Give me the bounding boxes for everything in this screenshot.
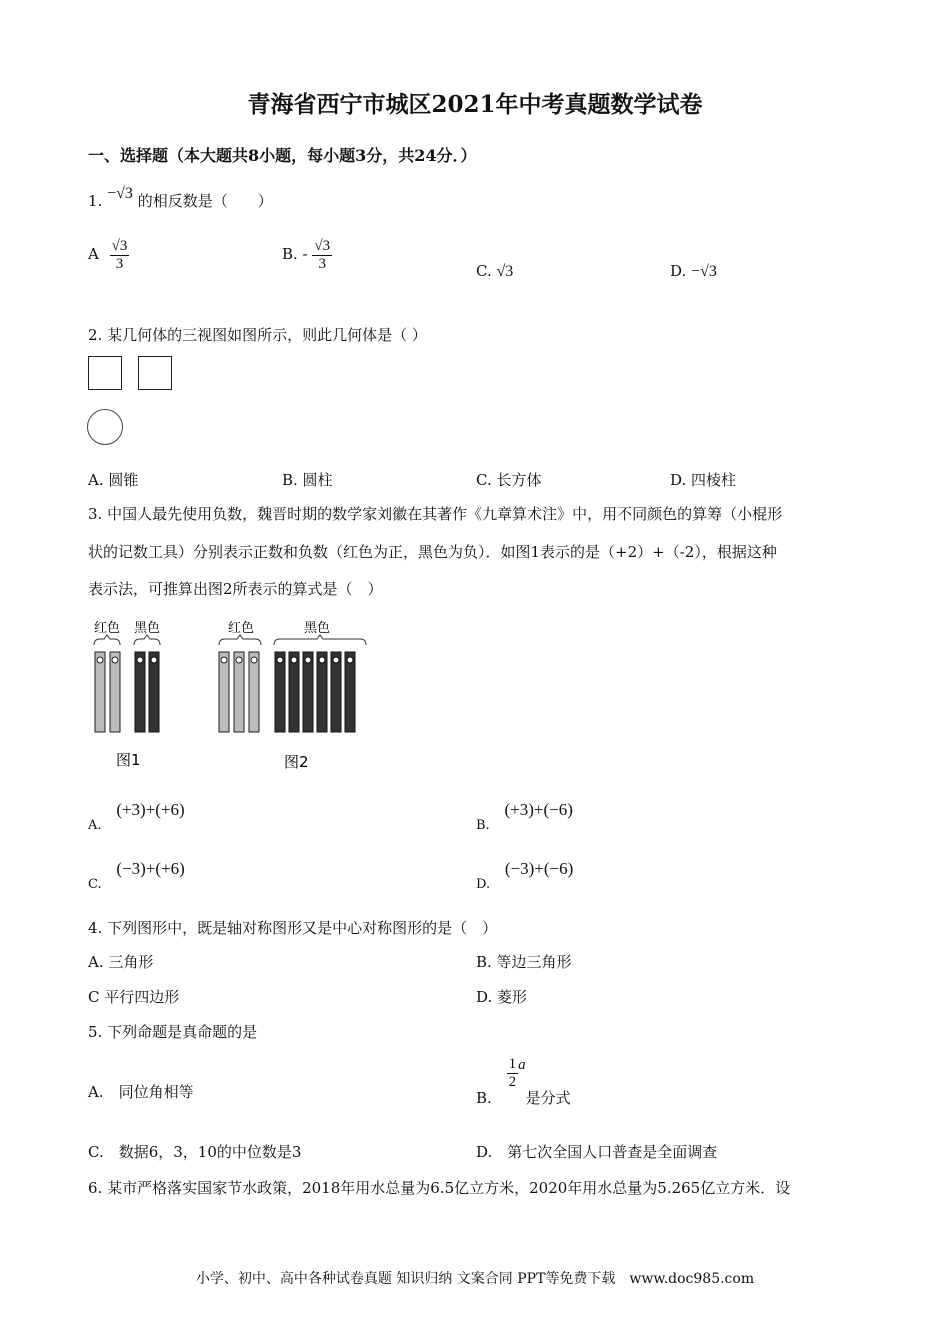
fig2-black-label: 黑色: [304, 621, 331, 636]
q1-option-b: [282, 238, 332, 272]
q2-option-d: D. 四棱柱: [670, 471, 737, 489]
option-label: A.: [88, 818, 102, 833]
denominator: 2: [508, 1073, 517, 1090]
question-stem: 的相反数是（ ）: [137, 192, 273, 210]
question-3-line-1: 3. 中国人最先使用负数，魏晋时期的数学家刘徽在其著作《九章算术注》中，用不同颜色的算筹（小棍形: [88, 505, 783, 523]
q5-option-a: A. 同位角相等: [88, 1083, 194, 1101]
fig1-caption: 图1: [116, 751, 141, 769]
math-expression: −√3: [107, 185, 133, 202]
fig1-black-label: 黑色: [134, 621, 161, 636]
question-1: [88, 185, 273, 211]
section-heading: 一、选择题（本大题共8小题，每小题3分，共24分．）: [88, 146, 477, 165]
q4-option-d: D. 菱形: [476, 988, 528, 1006]
math-expression: (−3)+(−6): [504, 859, 574, 878]
q5-option-d: D. 第七次全国人口普查是全面调查: [476, 1143, 718, 1161]
q5-option-b: [476, 1056, 571, 1107]
fig2-black-rod-4: [317, 652, 327, 732]
option-label: B.: [476, 1089, 492, 1107]
question-number: 1.: [88, 192, 103, 210]
fig2-caption: 图2: [284, 753, 309, 771]
q1-option-a: [88, 238, 129, 272]
fraction: [110, 238, 130, 272]
fig2-black-brace: [274, 635, 366, 645]
math-expression: −√3: [691, 263, 717, 280]
fig1-red-rod-1: [95, 652, 105, 732]
fig1-red-rod-2: [110, 652, 120, 732]
numerator: √3: [111, 238, 128, 254]
question-4-stem: 4. 下列图形中，既是轴对称图形又是中心对称图形的是（ ）: [88, 919, 498, 937]
variable: a: [518, 1057, 526, 1073]
q5-option-c: C. 数据6，3，10的中位数是3: [88, 1143, 302, 1161]
fig2-black-rod-5: [331, 652, 341, 732]
numerator: √3: [314, 238, 331, 254]
denominator: 3: [115, 255, 124, 272]
q3-option-a: [88, 800, 185, 833]
fig1-red-label: 红色: [94, 621, 121, 636]
q4-option-a: A. 三角形: [88, 953, 154, 971]
math-expression: (−3)+(+6): [116, 859, 185, 878]
q4-option-b: B. 等边三角形: [476, 953, 572, 971]
denominator: 3: [318, 255, 327, 272]
option-label: D.: [670, 262, 687, 280]
option-label: B. -: [282, 245, 308, 263]
front-view-square: [88, 356, 122, 390]
question-2-stem: 2. 某几何体的三视图如图所示，则此几何体是（ ）: [88, 326, 427, 344]
question-5-stem: 5. 下列命题是真命题的是: [88, 1023, 258, 1041]
q3-option-d: [476, 859, 574, 892]
q2-option-a: A. 圆锥: [88, 471, 139, 489]
fig2-red-rod-1: [219, 652, 229, 732]
question-3-line-3: 表示法，可推算出图2所表示的算式是（ ）: [88, 580, 383, 598]
counting-rods-figure: [88, 615, 378, 775]
fig2-red-label: 红色: [228, 621, 255, 636]
fig2-red-rod-2: [234, 652, 244, 732]
q4-option-c: C 平行四边形: [88, 988, 180, 1006]
fig1-black-brace: [134, 635, 160, 645]
fig2-black-rod-6: [345, 652, 355, 732]
page-title: 青海省西宁市城区2021年中考真题数学试卷: [247, 91, 703, 118]
math-expression: √3: [496, 263, 514, 280]
fig2-red-rod-3: [249, 652, 259, 732]
option-label: B.: [476, 818, 490, 833]
top-view-circle: [87, 409, 123, 445]
fraction: [312, 238, 332, 272]
numerator: 1: [508, 1056, 517, 1072]
q1-option-d: [670, 262, 717, 281]
option-label: C.: [88, 877, 102, 892]
fig2-red-brace: [219, 635, 261, 645]
math-expression: (+3)+(+6): [116, 800, 185, 819]
fig2-black-rod-3: [303, 652, 313, 732]
question-3-line-2: 状的记数工具）分别表示正数和负数（红色为正，黑色为负）．如图1表示的是（+2）+（-2），根据这种: [88, 543, 777, 561]
fig2-black-rod-2: [289, 652, 299, 732]
q3-option-c: [88, 859, 185, 892]
option-text: 是分式: [525, 1089, 571, 1107]
q2-option-c: C. 长方体: [476, 471, 542, 489]
fig2-black-rod-1: [275, 652, 285, 732]
q3-option-b: [476, 800, 573, 833]
math-expression: (+3)+(−6): [504, 800, 573, 819]
option-label: D.: [476, 877, 491, 892]
q1-option-c: [476, 262, 513, 281]
q2-option-b: B. 圆柱: [282, 471, 333, 489]
fig1-black-rod-2: [149, 652, 159, 732]
side-view-square: [138, 356, 172, 390]
fraction: [507, 1056, 519, 1090]
fig1-red-brace: [94, 635, 120, 645]
option-label: A: [88, 245, 99, 263]
option-label: C.: [476, 262, 492, 280]
fig1-black-rod-1: [135, 652, 145, 732]
question-6-stem: 6. 某市严格落实国家节水政策，2018年用水总量为6.5亿立方米，2020年用水总量为5.265亿立方米．设: [88, 1179, 791, 1197]
page-footer: 小学、初中、高中各种试卷真题 知识归纳 文案合同 PPT等免费下载 www.doc985.com: [195, 1271, 755, 1287]
